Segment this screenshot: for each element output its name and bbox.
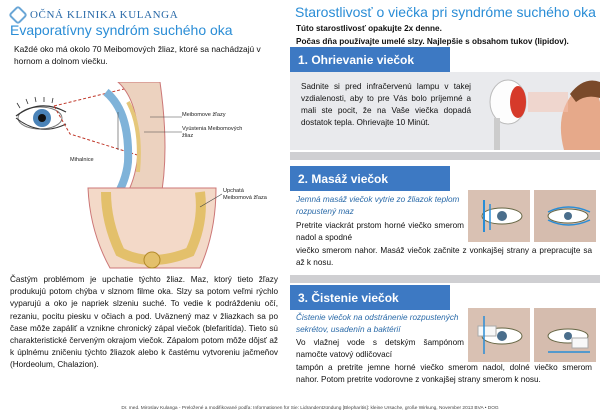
step2-header: 2. Masáž viečok	[290, 166, 450, 191]
eyelid-massage-photos	[468, 190, 596, 242]
eyelid-anatomy-illustration	[10, 82, 270, 272]
step2-italic: Jemná masáž viečok vytrie zo žliazok teplom rozpustený maz	[296, 195, 460, 216]
divider-1	[290, 152, 600, 160]
step3-text-2: tampón a pretrite jemne horné viečko smerom nadol, dolné viečko smerom nahor. Potom pretrite vodorovne z vonkajšej strany smerom k nosu.	[296, 363, 592, 385]
eyelid-cleaning-photos	[468, 308, 596, 362]
step1-header: 1. Ohrievanie viečok	[290, 47, 450, 72]
infrared-lamp-photo	[484, 72, 600, 150]
step1-text: Sadnite si pred infračervenú lampu v takej vzdialenosti, aby to pre Vás bolo príjemné a mali ste pocit, že na Vaše viečka dopadá dostatok tepla. Ohrievajte 10 Minút.	[301, 82, 471, 127]
logo-text: OČNÁ KLINIKA KULANGA	[30, 9, 179, 21]
right-subtitle	[296, 23, 596, 48]
subtitle-line-1: Túto starostlivosť opakujte 2x denne.	[296, 24, 442, 33]
right-title: Starostlivosť o viečka pri syndróme suchého oka	[295, 4, 596, 20]
left-title: Evaporatívny syndróm suchého oka	[10, 22, 233, 38]
label-meibom: Meibomove žľazy	[182, 112, 226, 118]
left-intro: Každé oko má okolo 70 Meibomových žliaz, ktoré sa nachádzajú v hornom a dolnom viečku.	[14, 44, 261, 66]
divider-2	[290, 275, 600, 283]
step3-header: 3. Čistenie viečok	[290, 285, 450, 310]
step3-italic: Čistenie viečok na odstránenie rozpustených sekrétov, usadenín a baktérií	[296, 313, 459, 334]
label-mihalnice: Mihalnice	[70, 157, 94, 163]
label-ducts: Vyústenia Meibomových žliaz	[182, 126, 243, 139]
step2-text-1: Pretrite viackrát prstom horné viečko smerom nadol a spodné	[296, 221, 464, 243]
left-body-text: Častým problémom je upchatie týchto žliaz. Maz, ktorý tieto žľazy produkujú potom chýba v slznom filme oka. Slzy sa potom veľmi rýchlo vyparujú a oko je napriek slzeniu suché. To vedie k podráždeniu očí, rezaniu, pocitu piesku v očiach a pod. Uväznený maz v žliazkach sa po čase môže zapáliť a vznikne chronický zápal viečok (blefaritída). Tieto sú charakteristické červeným okrajom viečok. Zápalom potom môže dôjsť až k úplnému zničeniu týchto žliazok alebo k častému vytvoreniu jačmeňov (Hordeolum, Chalazion).	[10, 275, 278, 370]
subtitle-line-2: Počas dňa používajte umelé slzy. Najlepšie s obsahom tukov (lipidov).	[296, 36, 569, 46]
step3-text-1: Vo vlažnej vode s detským šampónom namočte vatový odličovací	[296, 338, 464, 360]
step2-text-2: viečko smerom nahor. Masáž viečok začnite z vonkajšej strany a prepracujte sa až k nosu.	[296, 246, 592, 268]
footer-credit: Dr. med. Miroslav Kulanga - Preložené a modifikované podľa: Informationen für Sie: Lidrandentzündung [Blepharitis]: kleine Ursache, große Wirkung, November 2013 BVA • DOG	[121, 406, 499, 411]
label-clogged: Upchatá Meibomová žľaza	[223, 188, 267, 201]
